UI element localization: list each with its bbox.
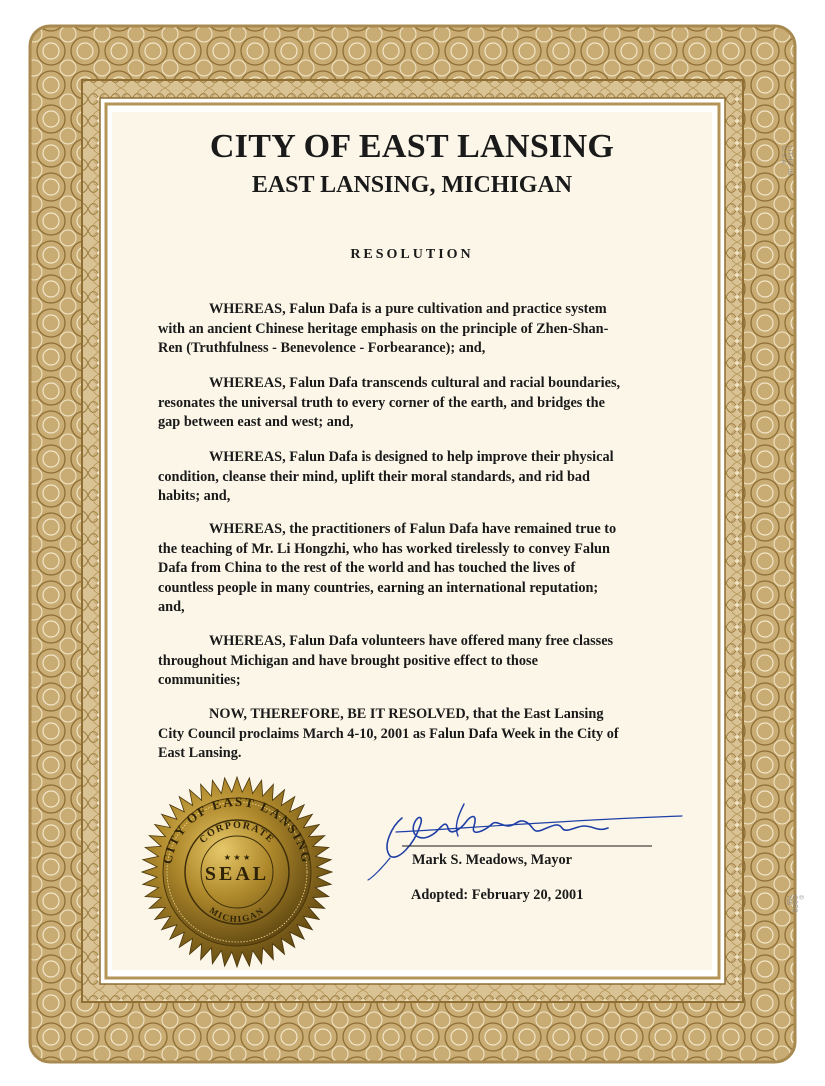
- paragraph-line: East Lansing.: [158, 745, 242, 761]
- resolution-heading: RESOLUTION: [350, 247, 474, 262]
- paragraph-line: NOW, THEREFORE, BE IT RESOLVED, that the East Lansing: [209, 706, 604, 722]
- paragraph-line: and,: [158, 599, 185, 615]
- paragraph-line: City Council proclaims March 4-10, 2001 as Falun Dafa Week in the City of: [158, 725, 619, 742]
- paragraph-line: condition, cleanse their mind, uplift their moral standards, and rid bad: [158, 468, 591, 485]
- paragraph-line: throughout Michigan and have brought positive effect to those: [158, 652, 538, 669]
- city-subtitle: EAST LANSING, MICHIGAN: [251, 172, 573, 198]
- whereas-paragraph-4: [158, 520, 680, 618]
- form-number: © GOES 755: [785, 895, 803, 913]
- paragraph-line: habits; and,: [158, 488, 231, 504]
- paragraph-line: Ren (Truthfulness - Benevolence - Forbearance); and,: [158, 340, 486, 356]
- city-title: CITY OF EAST LANSING: [209, 128, 615, 165]
- paragraph-line: WHEREAS, Falun Dafa transcends cultural and racial boundaries,: [209, 375, 621, 391]
- corporate-seal: [141, 776, 333, 968]
- paragraph-line: with an ancient Chinese heritage emphasis on the principle of Zhen-Shan-: [158, 320, 609, 337]
- paragraph-line: countless people in many countries, earning an international reputation;: [158, 579, 599, 596]
- paragraph-line: gap between east and west; and,: [158, 414, 354, 430]
- mayor-signature: [362, 796, 692, 886]
- svg-text:★ ★ ★: ★ ★ ★: [223, 853, 251, 862]
- paragraph-line: Dafa from China to the rest of the world and has touched the lives of: [158, 560, 576, 576]
- whereas-paragraph-5: [158, 632, 680, 691]
- signer-name: Mark S. Meadows, Mayor: [412, 852, 573, 868]
- paragraph-line: WHEREAS, the practitioners of Falun Dafa have remained true to: [209, 521, 617, 537]
- whereas-paragraph-1: [158, 300, 680, 359]
- seal-center-text: SEAL: [204, 863, 270, 885]
- whereas-paragraph-3: [158, 448, 680, 507]
- paragraph-line: resonates the universal truth to every corner of the earth, and bridges the: [158, 394, 605, 411]
- paragraph-line: WHEREAS, Falun Dafa is a pure cultivation and practice system: [209, 301, 607, 317]
- paragraph-line: WHEREAS, Falun Dafa volunteers have offered many free classes: [209, 633, 614, 649]
- seal-outer-text: CITY OF EAST LANSING: [159, 793, 315, 866]
- resolved-paragraph: [158, 705, 680, 764]
- paragraph-line: the teaching of Mr. Li Hongzhi, who has worked tirelessly to convey Falun: [158, 540, 610, 557]
- adopted-date: Adopted: February 20, 2001: [411, 887, 584, 903]
- printer-imprint: LITHO IN U.S.A.: [780, 146, 792, 176]
- seal-bottom-text: MICHIGAN: [207, 905, 267, 925]
- paragraph-line: communities;: [158, 672, 241, 688]
- paragraph-line: WHEREAS, Falun Dafa is designed to help improve their physical: [209, 449, 614, 465]
- whereas-paragraph-2: [158, 374, 680, 433]
- seal-inner-text: CORPORATE: [197, 819, 277, 846]
